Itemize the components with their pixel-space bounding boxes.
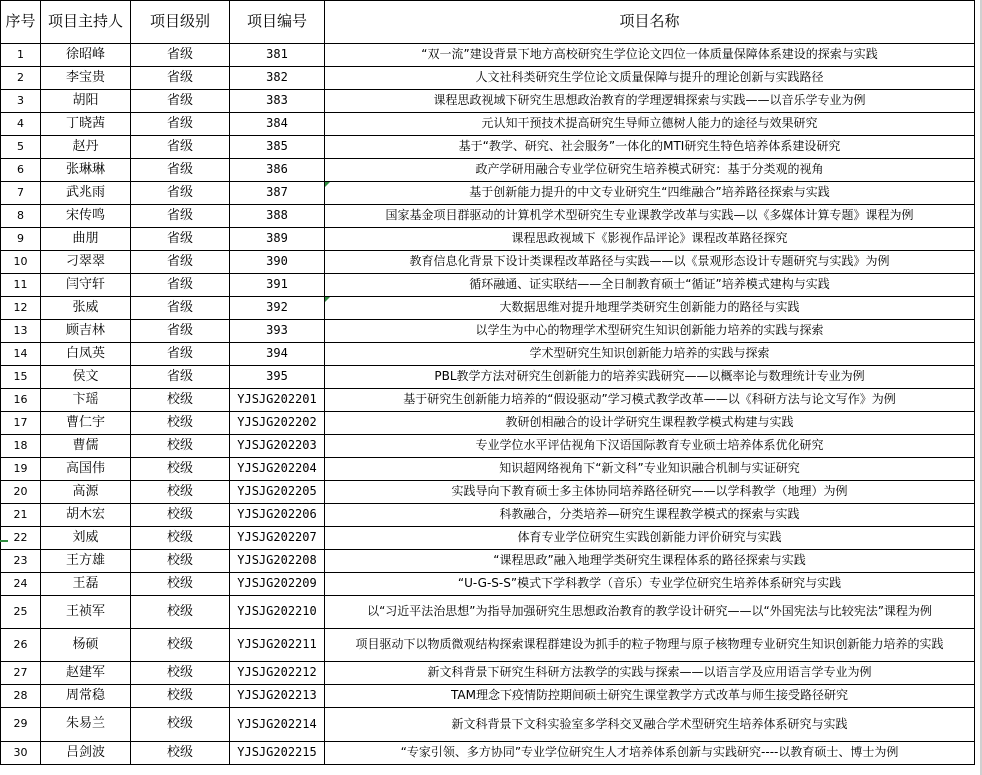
project-name-cell[interactable]: 人文社科类研究生学位论文质量保障与提升的理论创新与实践路径 — [325, 67, 975, 90]
row-number-cell[interactable]: 29 — [1, 708, 41, 742]
table-row — [1, 113, 975, 136]
project-name-cell[interactable]: 新文科背景下研究生科研方法教学的实践与探索——以语言学及应用语言学专业为例 — [325, 662, 975, 685]
table-row — [1, 550, 975, 573]
project-code-cell[interactable]: YJSJG202210 — [230, 596, 325, 629]
project-name-cell[interactable]: 教育信息化背景下设计类课程改革路径与实践——以《景观形态设计专题研究与实践》为例 — [325, 251, 975, 274]
project-code-cell[interactable]: YJSJG202202 — [230, 412, 325, 435]
row-number-cell[interactable]: 18 — [1, 435, 41, 458]
project-host-cell[interactable]: 胡木宏 — [41, 504, 131, 527]
project-level-cell[interactable]: 省级 — [131, 90, 230, 113]
project-host-cell[interactable]: 高国伟 — [41, 458, 131, 481]
table-row — [1, 573, 975, 596]
project-host-cell[interactable]: 张威 — [41, 297, 131, 320]
project-code-cell[interactable]: YJSJG202208 — [230, 550, 325, 573]
project-name-cell[interactable]: 学术型研究生知识创新能力培养的实践与探索 — [325, 343, 975, 366]
project-code-cell[interactable]: 389 — [230, 228, 325, 251]
row-number-cell[interactable]: 19 — [1, 458, 41, 481]
project-name-cell[interactable]: 国家基金项目群驱动的计算机学术型研究生专业课教学改革与实践—以《多媒体计算专题》课程为例 — [325, 205, 975, 228]
project-host-cell[interactable]: 朱易兰 — [41, 708, 131, 742]
project-level-cell[interactable]: 省级 — [131, 297, 230, 320]
table-row — [1, 44, 975, 67]
project-host-cell[interactable]: 张琳琳 — [41, 159, 131, 182]
project-host-cell[interactable]: 白凤英 — [41, 343, 131, 366]
table-row — [1, 435, 975, 458]
project-host-cell[interactable]: 吕剑波 — [41, 742, 131, 765]
table-row — [1, 685, 975, 708]
project-code-cell[interactable]: 386 — [230, 159, 325, 182]
project-host-cell[interactable]: 曲朋 — [41, 228, 131, 251]
project-level-cell[interactable]: 校级 — [131, 527, 230, 550]
row-number-cell[interactable]: 6 — [1, 159, 41, 182]
project-name-cell[interactable]: 课程思政视域下研究生思想政治教育的学理逻辑探索与实践——以音乐学专业为例 — [325, 90, 975, 113]
table-row — [1, 228, 975, 251]
project-code-cell[interactable]: YJSJG202213 — [230, 685, 325, 708]
project-name-cell[interactable]: 大数据思维对提升地理学类研究生创新能力的路径与实践 — [325, 297, 975, 320]
project-level-cell[interactable]: 校级 — [131, 550, 230, 573]
row-number-cell[interactable]: 17 — [1, 412, 41, 435]
project-code-cell[interactable]: YJSJG202215 — [230, 742, 325, 765]
project-host-cell[interactable]: 李宝贵 — [41, 67, 131, 90]
header-level[interactable]: 项目级别 — [131, 1, 230, 44]
table-row — [1, 742, 975, 765]
project-level-cell[interactable]: 省级 — [131, 274, 230, 297]
table-row — [1, 297, 975, 320]
project-code-cell[interactable]: 381 — [230, 44, 325, 67]
project-code-cell[interactable]: 387 — [230, 182, 325, 205]
row-number-cell[interactable]: 4 — [1, 113, 41, 136]
table-row — [1, 205, 975, 228]
project-name-cell[interactable]: 教研创相融合的设计学研究生课程教学模式构建与实践 — [325, 412, 975, 435]
project-code-cell[interactable]: YJSJG202211 — [230, 629, 325, 662]
project-code-cell[interactable]: 392 — [230, 297, 325, 320]
project-host-cell[interactable]: 胡阳 — [41, 90, 131, 113]
row-number-cell[interactable]: 3 — [1, 90, 41, 113]
project-level-cell[interactable]: 校级 — [131, 389, 230, 412]
project-level-cell[interactable]: 省级 — [131, 205, 230, 228]
table-body — [1, 44, 975, 765]
table-row — [1, 629, 975, 662]
table-row — [1, 481, 975, 504]
project-name-cell[interactable]: PBL教学方法对研究生创新能力的培养实践研究——以概率论与数理统计专业为例 — [325, 366, 975, 389]
project-level-cell[interactable]: 校级 — [131, 435, 230, 458]
project-level-cell[interactable]: 省级 — [131, 343, 230, 366]
row-number-cell[interactable]: 27 — [1, 662, 41, 685]
project-level-cell[interactable]: 省级 — [131, 44, 230, 67]
project-name-cell[interactable]: 课程思政视域下《影视作品评论》课程改革路径探究 — [325, 228, 975, 251]
header-row — [1, 1, 975, 44]
project-level-cell[interactable]: 校级 — [131, 573, 230, 596]
project-code-cell[interactable]: 391 — [230, 274, 325, 297]
table-row — [1, 366, 975, 389]
project-level-cell[interactable]: 省级 — [131, 320, 230, 343]
project-name-cell[interactable]: 政产学研用融合专业学位研究生培养模式研究：基于分类观的视角 — [325, 159, 975, 182]
row-number-cell[interactable]: 23 — [1, 550, 41, 573]
project-name-cell[interactable]: 科教融合，分类培养—研究生课程教学模式的探索与实践 — [325, 504, 975, 527]
row-number-cell[interactable]: 20 — [1, 481, 41, 504]
project-host-cell[interactable]: 武兆雨 — [41, 182, 131, 205]
row-selection-marker — [0, 540, 8, 542]
project-level-cell[interactable]: 省级 — [131, 67, 230, 90]
project-host-cell[interactable]: 赵建军 — [41, 662, 131, 685]
project-name-cell[interactable]: 新文科背景下文科实验室多学科交叉融合学术型研究生培养体系研究与实践 — [325, 708, 975, 742]
row-number-cell[interactable]: 12 — [1, 297, 41, 320]
project-name-cell[interactable]: 基于创新能力提升的中文专业研究生“四维融合”培养路径探索与实践 — [325, 182, 975, 205]
project-host-cell[interactable]: 顾吉林 — [41, 320, 131, 343]
table-row — [1, 320, 975, 343]
project-name-cell[interactable]: 实践导向下教育硕士多主体协同培养路径研究——以学科教学（地理）为例 — [325, 481, 975, 504]
row-number-cell[interactable]: 10 — [1, 251, 41, 274]
table-row — [1, 708, 975, 742]
header-host[interactable]: 项目主持人 — [41, 1, 131, 44]
table-row — [1, 251, 975, 274]
project-code-cell[interactable]: YJSJG202207 — [230, 527, 325, 550]
table-row — [1, 90, 975, 113]
project-code-cell[interactable]: 395 — [230, 366, 325, 389]
table-row — [1, 458, 975, 481]
project-host-cell[interactable]: 王方雄 — [41, 550, 131, 573]
project-host-cell[interactable]: 侯文 — [41, 366, 131, 389]
project-level-cell[interactable]: 省级 — [131, 251, 230, 274]
project-code-cell[interactable]: 382 — [230, 67, 325, 90]
project-code-cell[interactable]: YJSJG202201 — [230, 389, 325, 412]
project-code-cell[interactable]: YJSJG202212 — [230, 662, 325, 685]
project-level-cell[interactable]: 校级 — [131, 742, 230, 765]
project-code-cell[interactable]: 384 — [230, 113, 325, 136]
project-name-cell[interactable]: “课程思政”融入地理学类研究生课程体系的路径探索与实践 — [325, 550, 975, 573]
project-name-cell[interactable]: 体育专业学位研究生实践创新能力评价研究与实践 — [325, 527, 975, 550]
row-number-cell[interactable]: 15 — [1, 366, 41, 389]
table-row — [1, 662, 975, 685]
project-name-cell[interactable]: 循环融通、证实联结——全日制教育硕士“循证”培养模式建构与实践 — [325, 274, 975, 297]
project-name-cell[interactable]: 基于研究生创新能力培养的“假设驱动”学习模式教学改革——以《科研方法与论文写作》为例 — [325, 389, 975, 412]
header-code[interactable]: 项目编号 — [230, 1, 325, 44]
row-number-cell[interactable]: 22 — [1, 527, 41, 550]
table-row — [1, 274, 975, 297]
table-row — [1, 182, 975, 205]
project-host-cell[interactable]: 卞瑶 — [41, 389, 131, 412]
project-host-cell[interactable]: 宋传鸣 — [41, 205, 131, 228]
table-row — [1, 412, 975, 435]
project-level-cell[interactable]: 校级 — [131, 504, 230, 527]
project-level-cell[interactable]: 校级 — [131, 458, 230, 481]
table-row — [1, 504, 975, 527]
project-level-cell[interactable]: 省级 — [131, 159, 230, 182]
project-host-cell[interactable]: 曹儒 — [41, 435, 131, 458]
table-row — [1, 136, 975, 159]
project-host-cell[interactable]: 丁晓茜 — [41, 113, 131, 136]
row-number-cell[interactable]: 11 — [1, 274, 41, 297]
row-number-cell[interactable]: 5 — [1, 136, 41, 159]
project-code-cell[interactable]: YJSJG202214 — [230, 708, 325, 742]
project-level-cell[interactable]: 校级 — [131, 412, 230, 435]
row-number-cell[interactable]: 1 — [1, 44, 41, 67]
project-host-cell[interactable]: 王磊 — [41, 573, 131, 596]
table-row — [1, 389, 975, 412]
table-row — [1, 596, 975, 629]
project-host-cell[interactable]: 杨硕 — [41, 629, 131, 662]
project-name-cell[interactable]: 知识超网络视角下“新文科”专业知识融合机制与实证研究 — [325, 458, 975, 481]
row-number-cell[interactable]: 30 — [1, 742, 41, 765]
project-level-cell[interactable]: 省级 — [131, 366, 230, 389]
project-code-cell[interactable]: 383 — [230, 90, 325, 113]
row-number-cell[interactable]: 9 — [1, 228, 41, 251]
project-code-cell[interactable]: YJSJG202204 — [230, 458, 325, 481]
row-number-cell[interactable]: 16 — [1, 389, 41, 412]
project-host-cell[interactable]: 徐昭峰 — [41, 44, 131, 67]
project-name-cell[interactable]: 元认知干预技术提高研究生导师立德树人能力的途径与效果研究 — [325, 113, 975, 136]
row-number-cell[interactable]: 28 — [1, 685, 41, 708]
table-row — [1, 159, 975, 182]
project-code-cell[interactable]: YJSJG202203 — [230, 435, 325, 458]
project-level-cell[interactable]: 省级 — [131, 136, 230, 159]
project-name-cell[interactable]: 以学生为中心的物理学术型研究生知识创新能力培养的实践与探索 — [325, 320, 975, 343]
project-name-cell[interactable]: “U-G-S-S”模式下学科教学（音乐）专业学位研究生培养体系研究与实践 — [325, 573, 975, 596]
row-number-cell[interactable]: 7 — [1, 182, 41, 205]
row-number-cell[interactable]: 2 — [1, 67, 41, 90]
project-name-cell[interactable]: “专家引领、多方协同”专业学位研究生人才培养体系创新与实践研究----以教育硕士、博士为例 — [325, 742, 975, 765]
table-row — [1, 527, 975, 550]
project-code-cell[interactable]: 388 — [230, 205, 325, 228]
row-number-cell[interactable]: 25 — [1, 596, 41, 629]
header-no[interactable]: 序号 — [1, 1, 41, 44]
project-name-cell[interactable]: 专业学位水平评估视角下汉语国际教育专业硕士培养体系优化研究 — [325, 435, 975, 458]
project-name-cell[interactable]: TAM理念下疫情防控期间硕士研究生课堂教学方式改革与师生接受路径研究 — [325, 685, 975, 708]
project-code-cell[interactable]: 385 — [230, 136, 325, 159]
project-host-cell[interactable]: 刁翠翠 — [41, 251, 131, 274]
row-number-cell[interactable]: 26 — [1, 629, 41, 662]
project-level-cell[interactable]: 省级 — [131, 182, 230, 205]
project-level-cell[interactable]: 校级 — [131, 596, 230, 629]
project-code-cell[interactable]: 393 — [230, 320, 325, 343]
project-host-cell[interactable]: 曹仁宇 — [41, 412, 131, 435]
row-number-cell[interactable]: 8 — [1, 205, 41, 228]
project-code-cell[interactable]: YJSJG202206 — [230, 504, 325, 527]
project-name-cell[interactable]: 项目驱动下以物质微观结构探索课程群建设为抓手的粒子物理与原子核物理专业研究生知识创新能力培养的实践 — [325, 629, 975, 662]
row-number-cell[interactable]: 14 — [1, 343, 41, 366]
row-number-cell[interactable]: 21 — [1, 504, 41, 527]
header-name[interactable]: 项目名称 — [325, 1, 975, 44]
project-level-cell[interactable]: 省级 — [131, 113, 230, 136]
project-host-cell[interactable]: 刘威 — [41, 527, 131, 550]
row-number-cell[interactable]: 13 — [1, 320, 41, 343]
project-level-cell[interactable]: 校级 — [131, 708, 230, 742]
table-row — [1, 67, 975, 90]
project-host-cell[interactable]: 王祯军 — [41, 596, 131, 629]
row-number-cell[interactable]: 24 — [1, 573, 41, 596]
project-level-cell[interactable]: 校级 — [131, 629, 230, 662]
project-host-cell[interactable]: 周常稳 — [41, 685, 131, 708]
project-level-cell[interactable]: 省级 — [131, 228, 230, 251]
project-level-cell[interactable]: 校级 — [131, 685, 230, 708]
project-name-cell[interactable]: 以“习近平法治思想”为指导加强研究生思想政治教育的教学设计研究——以“外国宪法与比较宪法”课程为例 — [325, 596, 975, 629]
project-code-cell[interactable]: 390 — [230, 251, 325, 274]
project-level-cell[interactable]: 校级 — [131, 662, 230, 685]
project-host-cell[interactable]: 赵丹 — [41, 136, 131, 159]
project-code-cell[interactable]: 394 — [230, 343, 325, 366]
project-host-cell[interactable]: 高源 — [41, 481, 131, 504]
project-code-cell[interactable]: YJSJG202209 — [230, 573, 325, 596]
project-name-cell[interactable]: 基于“教学、研究、社会服务”一体化的MTI研究生特色培养体系建设研究 — [325, 136, 975, 159]
project-code-cell[interactable]: YJSJG202205 — [230, 481, 325, 504]
project-level-cell[interactable]: 校级 — [131, 481, 230, 504]
project-host-cell[interactable]: 闫守轩 — [41, 274, 131, 297]
project-name-cell[interactable]: “双一流”建设背景下地方高校研究生学位论文四位一体质量保障体系建设的探索与实践 — [325, 44, 975, 67]
table-row — [1, 343, 975, 366]
